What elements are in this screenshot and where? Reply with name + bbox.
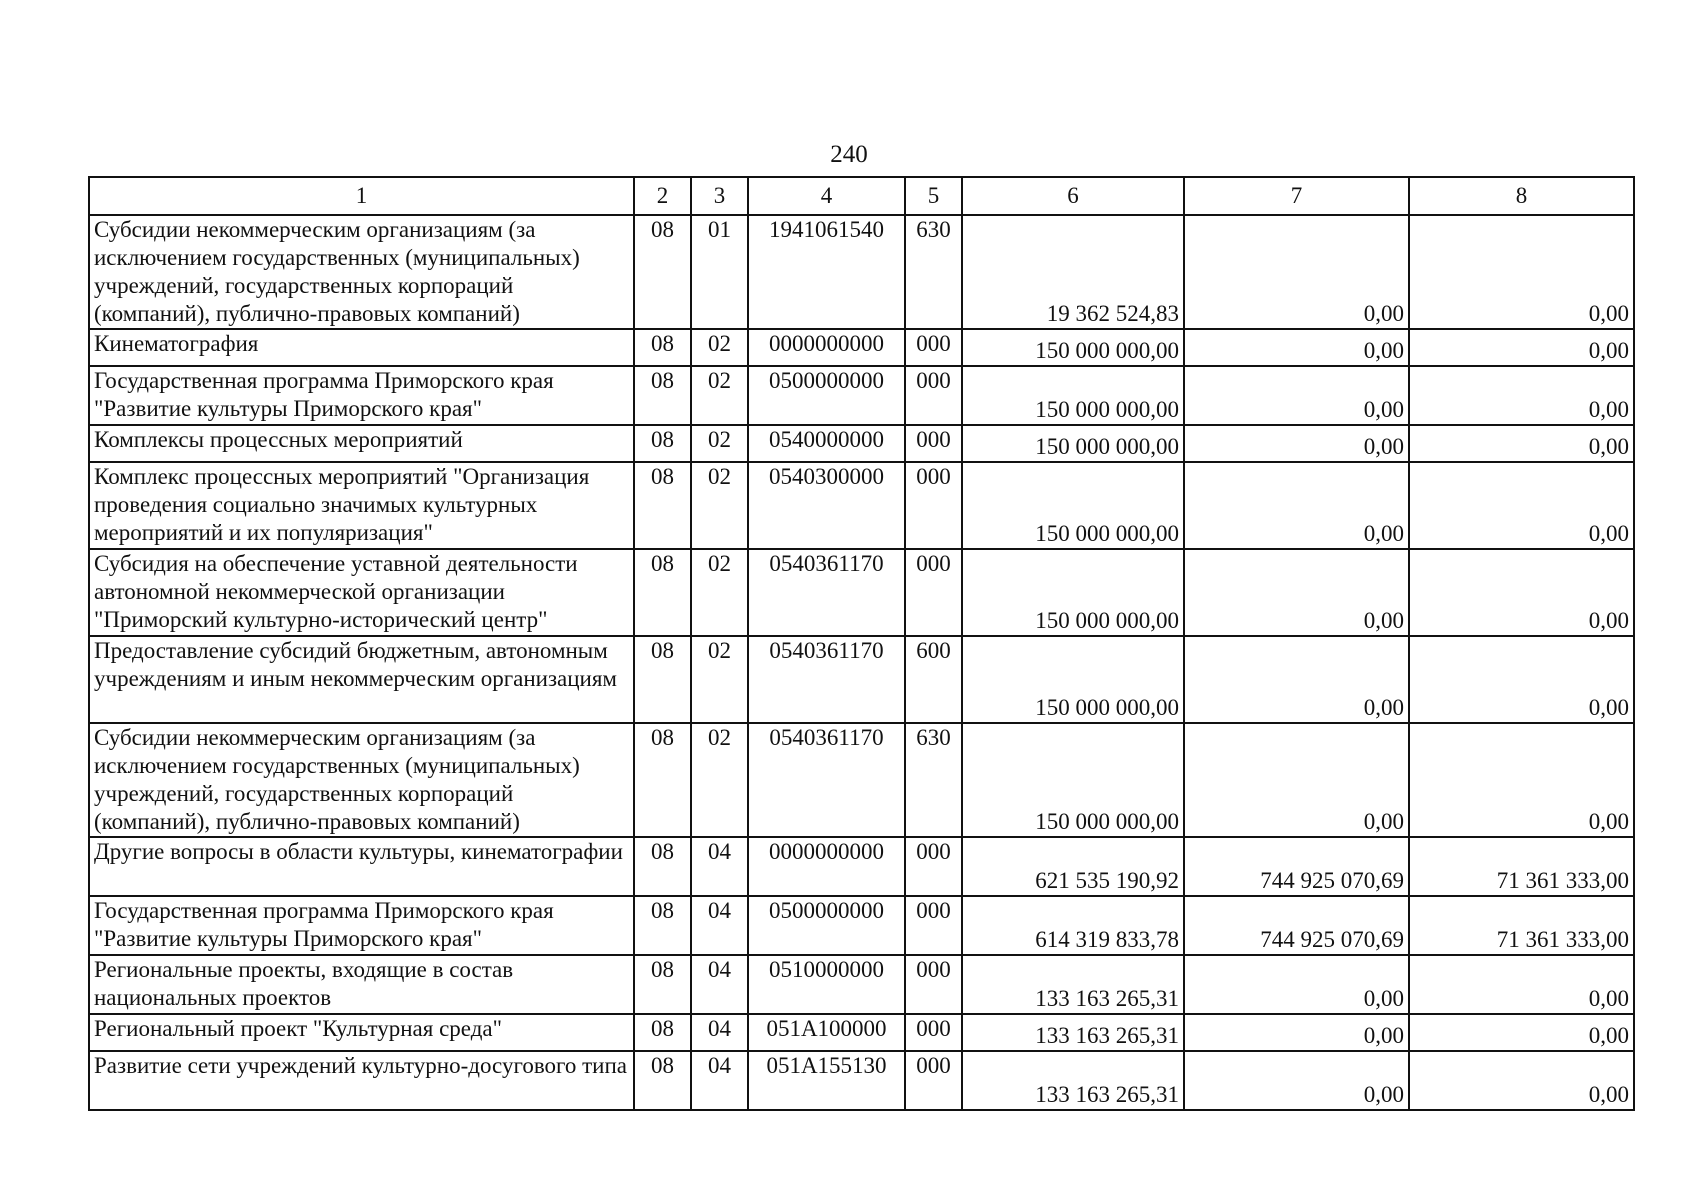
table-row xyxy=(89,723,1634,837)
table-row xyxy=(89,215,1634,329)
section-code: 08 xyxy=(634,837,691,896)
amount-col-7: 0,00 xyxy=(1184,462,1409,549)
expense-type-code: 000 xyxy=(905,1014,962,1051)
section-code: 08 xyxy=(634,1051,691,1110)
subsection-code: 04 xyxy=(691,896,748,955)
subsection-code: 04 xyxy=(691,1051,748,1110)
section-code: 08 xyxy=(634,329,691,366)
amount-col-8: 0,00 xyxy=(1409,723,1634,837)
row-description: Другие вопросы в области культуры, кинематографии xyxy=(89,837,634,896)
expense-type-code: 000 xyxy=(905,955,962,1014)
expense-type-code: 000 xyxy=(905,549,962,636)
amount-col-7: 0,00 xyxy=(1184,549,1409,636)
table-row xyxy=(89,329,1634,366)
target-article-code: 0540300000 xyxy=(748,462,905,549)
amount-col-8: 0,00 xyxy=(1409,1051,1634,1110)
table-row xyxy=(89,366,1634,425)
subsection-code: 02 xyxy=(691,366,748,425)
row-description: Государственная программа Приморского края "Развитие культуры Приморского края" xyxy=(89,896,634,955)
expense-type-code: 630 xyxy=(905,723,962,837)
amount-col-6: 133 163 265,31 xyxy=(962,955,1184,1014)
target-article-code: 0540361170 xyxy=(748,723,905,837)
amount-col-6: 150 000 000,00 xyxy=(962,462,1184,549)
amount-col-6: 150 000 000,00 xyxy=(962,549,1184,636)
header-cell: 6 xyxy=(962,177,1184,215)
section-code: 08 xyxy=(634,425,691,462)
subsection-code: 02 xyxy=(691,723,748,837)
section-code: 08 xyxy=(634,723,691,837)
target-article-code: 0000000000 xyxy=(748,837,905,896)
header-cell: 7 xyxy=(1184,177,1409,215)
amount-col-7: 0,00 xyxy=(1184,366,1409,425)
subsection-code: 02 xyxy=(691,329,748,366)
amount-col-6: 621 535 190,92 xyxy=(962,837,1184,896)
target-article-code: 0540361170 xyxy=(748,549,905,636)
target-article-code: 1941061540 xyxy=(748,215,905,329)
amount-col-8: 0,00 xyxy=(1409,329,1634,366)
amount-col-8: 0,00 xyxy=(1409,955,1634,1014)
table-row xyxy=(89,1051,1634,1110)
row-description: Региональные проекты, входящие в состав национальных проектов xyxy=(89,955,634,1014)
amount-col-7: 0,00 xyxy=(1184,1014,1409,1051)
amount-col-8: 0,00 xyxy=(1409,462,1634,549)
row-description: Комплекс процессных мероприятий "Организация проведения социально значимых культурных мероприятий и их популяризация" xyxy=(89,462,634,549)
amount-col-6: 133 163 265,31 xyxy=(962,1051,1184,1110)
subsection-code: 02 xyxy=(691,462,748,549)
amount-col-7: 0,00 xyxy=(1184,723,1409,837)
amount-col-7: 744 925 070,69 xyxy=(1184,837,1409,896)
subsection-code: 04 xyxy=(691,955,748,1014)
row-description: Государственная программа Приморского края "Развитие культуры Приморского края" xyxy=(89,366,634,425)
section-code: 08 xyxy=(634,1014,691,1051)
table-row xyxy=(89,636,1634,723)
amount-col-7: 0,00 xyxy=(1184,955,1409,1014)
amount-col-8: 0,00 xyxy=(1409,549,1634,636)
section-code: 08 xyxy=(634,636,691,723)
table-row xyxy=(89,896,1634,955)
row-description: Предоставление субсидий бюджетным, автономным учреждениям и иным некоммерческим организациям xyxy=(89,636,634,723)
section-code: 08 xyxy=(634,549,691,636)
amount-col-7: 0,00 xyxy=(1184,636,1409,723)
subsection-code: 04 xyxy=(691,837,748,896)
subsection-code: 02 xyxy=(691,636,748,723)
section-code: 08 xyxy=(634,366,691,425)
amount-col-7: 744 925 070,69 xyxy=(1184,896,1409,955)
target-article-code: 0000000000 xyxy=(748,329,905,366)
amount-col-8: 71 361 333,00 xyxy=(1409,837,1634,896)
table-row xyxy=(89,549,1634,636)
expense-type-code: 000 xyxy=(905,425,962,462)
row-description: Комплексы процессных мероприятий xyxy=(89,425,634,462)
subsection-code: 02 xyxy=(691,549,748,636)
amount-col-8: 71 361 333,00 xyxy=(1409,896,1634,955)
expense-type-code: 630 xyxy=(905,215,962,329)
amount-col-6: 19 362 524,83 xyxy=(962,215,1184,329)
amount-col-6: 133 163 265,31 xyxy=(962,1014,1184,1051)
expense-type-code: 000 xyxy=(905,1051,962,1110)
section-code: 08 xyxy=(634,215,691,329)
row-description: Субсидии некоммерческим организациям (за исключением государственных (муниципальных) учреждений, государственных корпораций (компаний), публично-правовых компаний) xyxy=(89,215,634,329)
expense-type-code: 000 xyxy=(905,896,962,955)
header-cell: 3 xyxy=(691,177,748,215)
target-article-code: 0510000000 xyxy=(748,955,905,1014)
expense-type-code: 000 xyxy=(905,329,962,366)
table-row xyxy=(89,955,1634,1014)
row-description: Субсидии некоммерческим организациям (за исключением государственных (муниципальных) учреждений, государственных корпораций (компаний), публично-правовых компаний) xyxy=(89,723,634,837)
budget-table xyxy=(88,176,1635,1111)
amount-col-6: 150 000 000,00 xyxy=(962,723,1184,837)
header-row xyxy=(89,177,1634,215)
expense-type-code: 000 xyxy=(905,837,962,896)
row-description: Региональный проект "Культурная среда" xyxy=(89,1014,634,1051)
header-cell: 5 xyxy=(905,177,962,215)
amount-col-8: 0,00 xyxy=(1409,636,1634,723)
target-article-code: 0500000000 xyxy=(748,366,905,425)
row-description: Кинематография xyxy=(89,329,634,366)
subsection-code: 04 xyxy=(691,1014,748,1051)
row-description: Субсидия на обеспечение уставной деятельности автономной некоммерческой организации "Приморский культурно-исторический центр" xyxy=(89,549,634,636)
table-row xyxy=(89,1014,1634,1051)
section-code: 08 xyxy=(634,462,691,549)
target-article-code: 051A155130 xyxy=(748,1051,905,1110)
target-article-code: 0540000000 xyxy=(748,425,905,462)
header-cell: 1 xyxy=(89,177,634,215)
header-cell: 4 xyxy=(748,177,905,215)
target-article-code: 0540361170 xyxy=(748,636,905,723)
target-article-code: 051A100000 xyxy=(748,1014,905,1051)
target-article-code: 0500000000 xyxy=(748,896,905,955)
amount-col-8: 0,00 xyxy=(1409,215,1634,329)
amount-col-6: 150 000 000,00 xyxy=(962,636,1184,723)
amount-col-8: 0,00 xyxy=(1409,1014,1634,1051)
subsection-code: 02 xyxy=(691,425,748,462)
amount-col-6: 150 000 000,00 xyxy=(962,425,1184,462)
amount-col-7: 0,00 xyxy=(1184,329,1409,366)
header-cell: 8 xyxy=(1409,177,1634,215)
table-row xyxy=(89,425,1634,462)
amount-col-7: 0,00 xyxy=(1184,425,1409,462)
subsection-code: 01 xyxy=(691,215,748,329)
row-description: Развитие сети учреждений культурно-досугового типа xyxy=(89,1051,634,1110)
header-cell: 2 xyxy=(634,177,691,215)
page-number: 240 xyxy=(830,141,868,168)
amount-col-6: 150 000 000,00 xyxy=(962,329,1184,366)
expense-type-code: 600 xyxy=(905,636,962,723)
section-code: 08 xyxy=(634,896,691,955)
expense-type-code: 000 xyxy=(905,366,962,425)
table-row xyxy=(89,462,1634,549)
section-code: 08 xyxy=(634,955,691,1014)
amount-col-8: 0,00 xyxy=(1409,425,1634,462)
amount-col-6: 150 000 000,00 xyxy=(962,366,1184,425)
table-row xyxy=(89,837,1634,896)
expense-type-code: 000 xyxy=(905,462,962,549)
amount-col-7: 0,00 xyxy=(1184,215,1409,329)
amount-col-8: 0,00 xyxy=(1409,366,1634,425)
amount-col-6: 614 319 833,78 xyxy=(962,896,1184,955)
amount-col-7: 0,00 xyxy=(1184,1051,1409,1110)
